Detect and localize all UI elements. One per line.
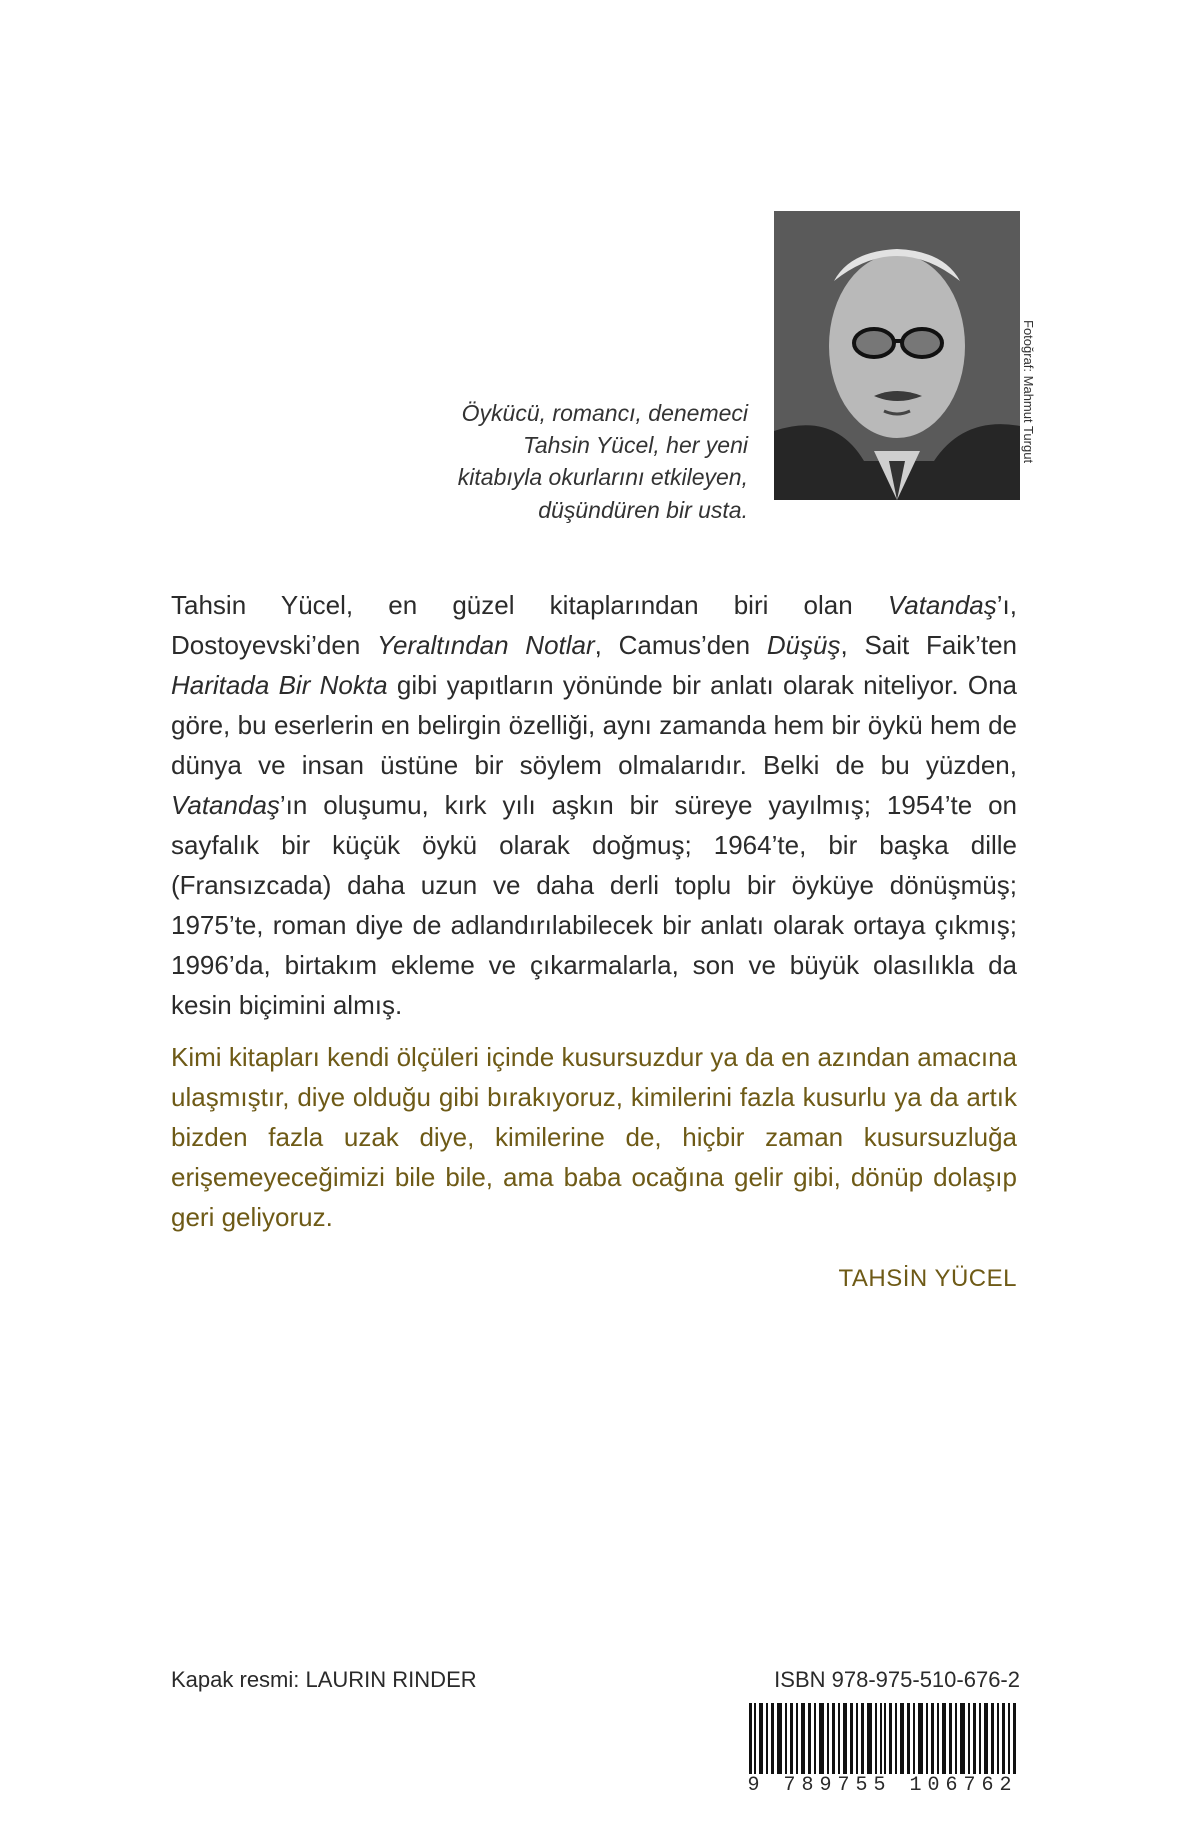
book-title: Vatandaş	[171, 790, 280, 820]
isbn: ISBN 978-975-510-676-2	[774, 1667, 1020, 1692]
book-title: Haritada Bir Nokta	[171, 670, 388, 700]
quote-author: TAHSİN YÜCEL	[838, 1265, 1017, 1292]
book-description: Tahsin Yücel, en güzel kitaplarından biri olan Vatandaş’ı, Dostoyevski’den Yeraltından Notlar, Camus’den Düşüş, Sait Faik’ten Haritada Bir Nokta gibi yapıtların yönünde bir anlatı olarak niteliyor. Ona göre, bu eserlerin en belirgin özelliği, aynı zamanda hem bir öykü hem de dünya ve insan üstüne bir söylem olmalarıdır. Belki de bu yüzden, Vatandaş’ın oluşumu, kırk yılı aşkın bir süreye yayılmış; 1954’te on sayfalık bir küçük öykü olarak doğmuş; 1964’te, bir başka dille (Fransızcada) daha uzun ve daha derli toplu bir öyküye dönüşmüş; 1975’te, roman diye de adlandırılabilecek bir anlatı olarak ortaya çıkmış; 1996’da, birtakım ekleme ve çıkarmalarla, son ve büyük olasılıkla da kesin biçimini almış.	[171, 590, 1017, 1020]
barcode-digits: 9 789755 106762	[745, 1774, 1020, 1797]
book-title: Düşüş	[766, 630, 841, 660]
book-title: Vatandaş	[887, 590, 997, 620]
tagline-line: kitabıyla okurlarını etkileyen,	[457, 464, 748, 491]
tagline-line: düşündüren bir usta.	[538, 496, 748, 523]
tagline-line: Tahsin Yücel, her yeni	[522, 432, 748, 459]
photo-credit: Fotoğraf: Mahmut Turgut	[1021, 320, 1036, 464]
cover-credit: Kapak resmi: LAURIN RINDER	[171, 1667, 477, 1692]
author-photo	[774, 211, 1020, 500]
tagline	[328, 397, 748, 526]
book-title: Yeraltından Notlar	[377, 630, 595, 660]
author-quote: Kimi kitapları kendi ölçüleri içinde kusursuzdur ya da en azından amacına ulaşmıştır, diye olduğu gibi bırakıyoruz, kimilerini fazla kusurlu ya da artık bizden fazla uzak diye, kimilerine de, hiçbir zaman kusursuzluğa erişemeyeceğimizi bile bile, ama baba ocağına gelir gibi, dönüp dolaşıp geri geliyoruz.	[171, 1042, 1017, 1232]
tagline-line: Öykücü, romancı, denemeci	[461, 400, 748, 426]
